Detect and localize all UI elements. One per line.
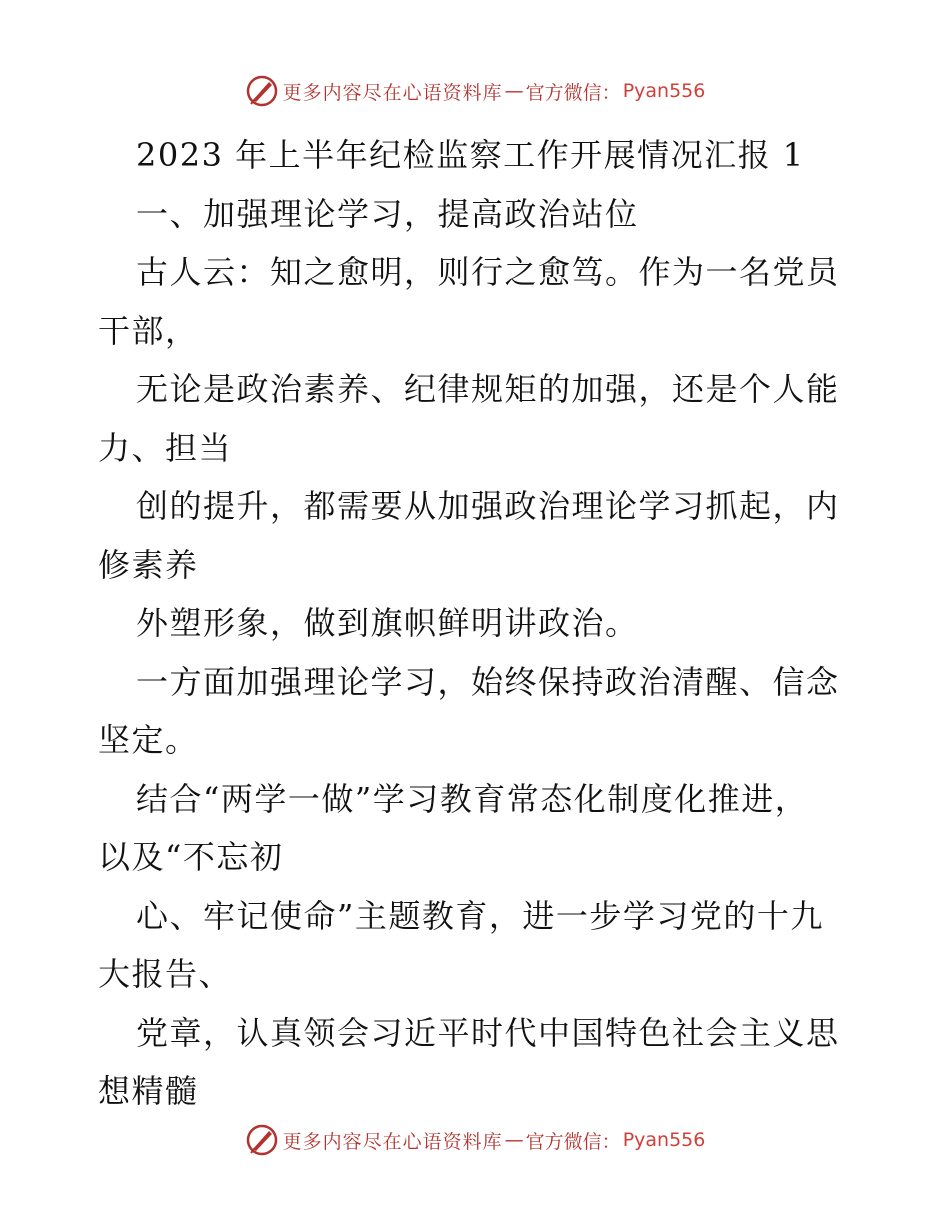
document-line: 修素养 <box>98 545 199 584</box>
watermark-handle: Pyan556 <box>622 1129 706 1151</box>
document-line: 力、担当 <box>98 428 233 467</box>
document-line: 党章，认真领会习近平时代中国特色社会主义思 <box>136 1013 840 1052</box>
footer-watermark <box>0 1120 950 1160</box>
document-line: 坚定。 <box>98 721 199 759</box>
quill-logo-icon <box>245 74 279 108</box>
document-line: 创的提升，都需要从加强政治理论学习抓起，内 <box>136 487 840 525</box>
document-line: 结合“两学一做”学习教育常态化制度化推进， <box>136 779 809 818</box>
document-line: 无论是政治素养、纪律规矩的加强，还是个人能 <box>136 370 840 408</box>
watermark-brand: 更多内容尽在心语资料库 <box>282 81 503 104</box>
document-line: 想精髓 <box>98 1072 199 1110</box>
document-line: 心、牢记使命”主题教育，进一步学习党的十九 <box>136 896 824 935</box>
document-line: 干部， <box>98 311 199 350</box>
watermark-wechat-label: 官方微信： <box>525 1130 621 1153</box>
watermark-brand: 更多内容尽在心语资料库 <box>282 1130 503 1153</box>
document-body <box>98 126 858 1121</box>
watermark-wechat-label: 官方微信： <box>525 81 621 104</box>
document-line: 古人云：知之愈明，则行之愈笃。作为一名党员 <box>136 253 840 291</box>
document-line: 一、加强理论学习，提高政治站位 <box>136 194 639 233</box>
quill-logo-icon <box>245 1123 279 1157</box>
watermark-separator: — <box>504 80 524 102</box>
watermark-handle: Pyan556 <box>622 80 706 102</box>
document-line: 外塑形象，做到旗帜鲜明讲政治。 <box>136 604 639 642</box>
document-line: 2023 年上半年纪检监察工作开展情况汇报 1 <box>136 136 805 174</box>
document-line: 大报告、 <box>98 955 233 993</box>
document-line: 以及“不忘初 <box>98 838 284 876</box>
header-watermark <box>0 71 950 111</box>
document-line: 一方面加强理论学习，始终保持政治清醒、信念 <box>136 662 840 701</box>
watermark-separator: — <box>504 1129 524 1151</box>
